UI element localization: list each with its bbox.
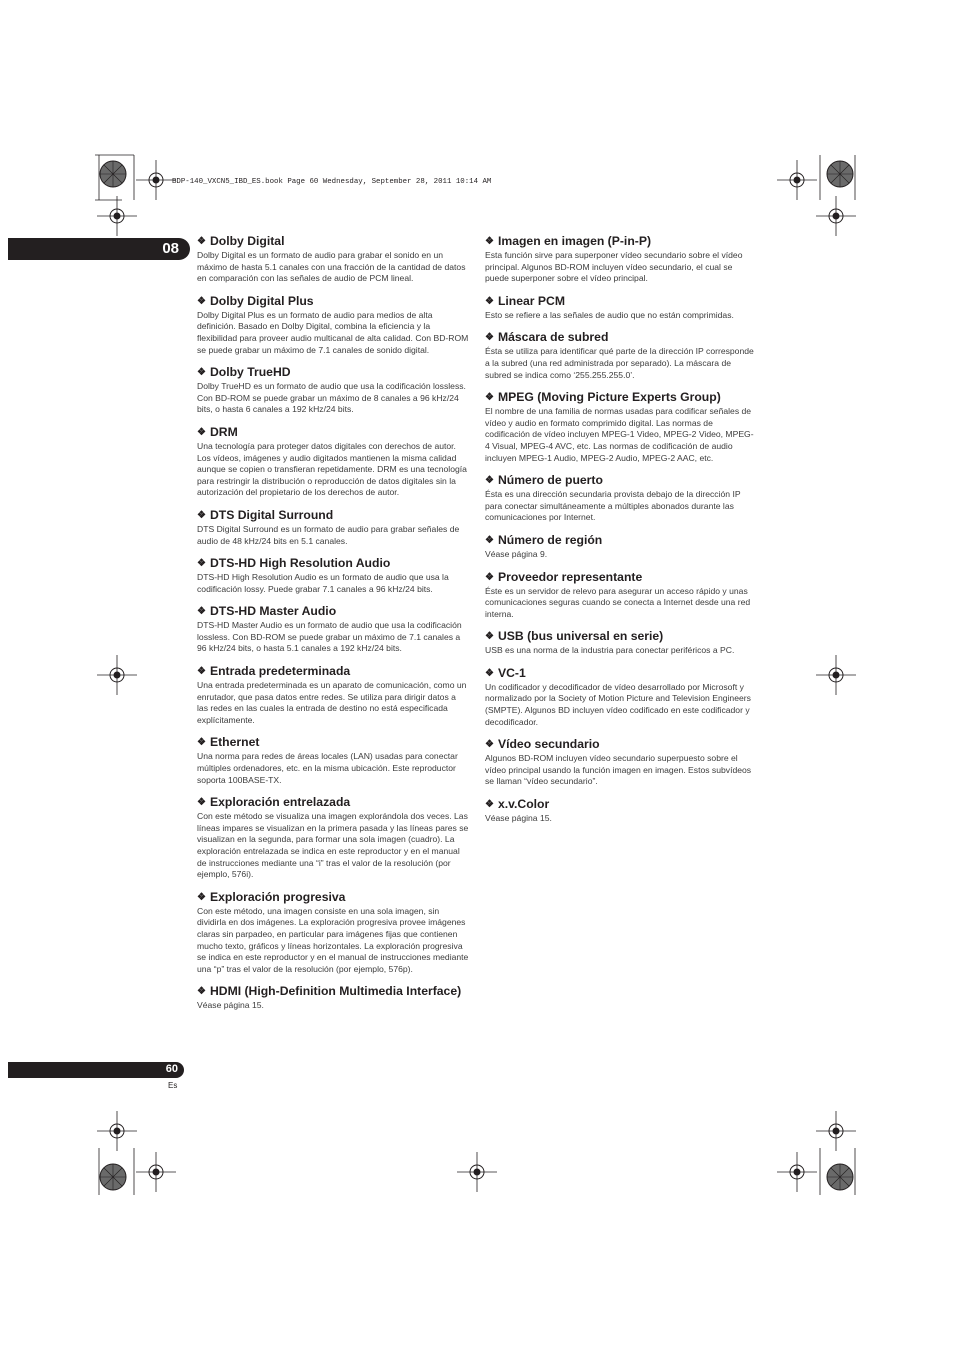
- entry-term: Vídeo secundario: [497, 737, 600, 752]
- diamond-bullet-icon: ❖: [485, 332, 494, 344]
- entry-term: DRM: [209, 424, 238, 439]
- entry-term: VC-1: [497, 665, 526, 680]
- entry-description: El nombre de una familia de normas usadas para codificar señales de vídeo y audio en formato comprimido digital. Las normas de codificación de vídeo incluyen MPEG-1 Video, MPEG-2 Video, MPEG-4 Visual, MPEG-4 AVC, etc. Las normas de codificación de audio incluyen MPEG-1 Audio, MPEG-2 Audio, MPEG-2 AAC, etc.: [485, 406, 754, 463]
- glossary-entry: [197, 795, 469, 881]
- entry-term: Exploración entrelazada: [209, 795, 351, 810]
- entry-description: DTS-HD Master Audio es un formato de audio que usa la codificación lossless. Con BD-ROM se puede grabar un máximo de 7.1 canales a 96 kHz/24 bits, o hasta 5.1 canales a 192 kHz/24 bits.: [197, 620, 462, 654]
- diamond-bullet-icon: ❖: [197, 426, 206, 438]
- entry-term: Dolby Digital Plus: [209, 293, 314, 308]
- entry-description: Con este método, una imagen consiste en una sola imagen, sin dividirla en dos imágenes. La exploración progresiva provee imágenes claras sin parpadeo, en particular para imágenes fijas que contienen mucho texto, gráficos y líneas horizontales. La exploración progresiva se indica en este reproductor y en el manual de instrucciones mediante una “p” tras el valor de la resolución (por ejemplo, 576p).: [197, 905, 469, 974]
- language-code: Es: [168, 1081, 178, 1090]
- diamond-bullet-icon: ❖: [197, 236, 206, 247]
- entry-description: Éste es un servidor de relevo para asegurar un acceso rápido y unas comunicaciones seguras cuando se conecta a Internet desde una red interna.: [485, 585, 751, 619]
- entry-description: Dolby Digital es un formato de audio para grabar el sonido en un máximo de hasta 5.1 canales con una fracción de la cantidad de datos en comparación con las señales de audio de PCM lineal.: [197, 250, 466, 284]
- glossary-entry: [485, 533, 757, 561]
- entry-term: Máscara de subred: [497, 330, 609, 345]
- glossary-entry: [197, 365, 469, 416]
- diamond-bullet-icon: ❖: [197, 797, 206, 809]
- entry-description: Dolby Digital Plus es un formato de audio para medios de alta definición. Basado en Dolby Digital, combina la eficiencia y la flexibilidad para proveer audio multicanal de alta calidad. Con BD-ROM se puede grabar un máximo de 7.1 canales de sonido digital.: [197, 309, 469, 355]
- chapter-number: 08: [162, 240, 179, 257]
- entry-description: DTS-HD High Resolution Audio es un formato de audio que usa la codificación lossy. Puede grabar 7.1 canales a 96 kHz/24 bits.: [197, 572, 449, 594]
- diamond-bullet-icon: ❖: [197, 666, 206, 678]
- glossary-entry: [197, 984, 469, 1012]
- entry-term: Entrada predeterminada: [209, 664, 351, 679]
- glossary-entry: [197, 508, 469, 547]
- entry-description: Véase página 9.: [485, 548, 548, 559]
- glossary-entry: [197, 735, 469, 786]
- entry-term: Imagen en imagen (P-in-P): [497, 234, 652, 248]
- entry-description: Algunos BD-ROM incluyen vídeo secundario superpuesto sobre el vídeo principal usando la función imagen en imagen. Estos subvídeos se llaman “vídeo secundario”.: [485, 753, 752, 787]
- entry-term: DTS-HD Master Audio: [209, 604, 337, 619]
- entry-term: MPEG (Moving Picture Experts Group): [497, 390, 721, 405]
- glossary-entry: [197, 294, 469, 356]
- entry-description: Véase página 15.: [197, 1000, 264, 1011]
- entry-description: USB es una norma de la industria para conectar periféricos a PC.: [485, 645, 735, 656]
- entry-term: Ethernet: [209, 735, 260, 750]
- diamond-bullet-icon: ❖: [485, 631, 494, 643]
- glossary-entry: [197, 890, 469, 976]
- glossary-entry: [197, 664, 469, 726]
- entry-description: Un codificador y decodificador de vídeo desarrollado por Microsoft y normalizado por la Society of Motion Picture and Television Engineers (SMPTE). Algunos BD incluyen vídeo codificado en este codificador y decodificador.: [485, 681, 751, 727]
- glossary-right-column: [485, 234, 757, 834]
- entry-description: Esto se refiere a las señales de audio que no están comprimidas.: [485, 309, 734, 320]
- glossary-entry: [485, 629, 757, 657]
- glossary-entry: [197, 425, 469, 499]
- entry-description: Ésta se utiliza para identificar qué parte de la dirección IP corresponde a la subred (una red administrada por separado). La máscara de subred se indica como ‘255.255.255.0’.: [485, 346, 754, 380]
- entry-term: Número de puerto: [497, 473, 603, 488]
- diamond-bullet-icon: ❖: [485, 236, 494, 247]
- glossary-entry: [485, 666, 757, 728]
- page-number: 60: [165, 1063, 178, 1075]
- glossary-entry: [485, 797, 757, 825]
- entry-term: USB (bus universal en serie): [497, 629, 664, 644]
- diamond-bullet-icon: ❖: [485, 534, 494, 546]
- diamond-bullet-icon: ❖: [197, 891, 206, 903]
- entry-description: Véase página 15.: [485, 813, 552, 824]
- entry-term: Dolby TrueHD: [209, 365, 291, 380]
- glossary-entry: [485, 390, 757, 464]
- entry-term: Exploración progresiva: [209, 889, 346, 904]
- diamond-bullet-icon: ❖: [485, 799, 494, 811]
- entry-description: DTS Digital Surround es un formato de audio para grabar señales de audio de 48 kHz/24 bits en 5.1 canales.: [197, 523, 460, 546]
- diamond-bullet-icon: ❖: [197, 509, 206, 521]
- glossary-entry: [485, 473, 757, 524]
- entry-term: Proveedor representante: [497, 569, 643, 584]
- entry-term: HDMI (High-Definition Multimedia Interface): [209, 984, 462, 999]
- diamond-bullet-icon: ❖: [485, 571, 494, 583]
- entry-term: DTS Digital Surround: [209, 507, 334, 522]
- diamond-bullet-icon: ❖: [485, 475, 494, 487]
- entry-term: Dolby Digital: [209, 234, 285, 248]
- glossary-entry: [485, 330, 757, 381]
- diamond-bullet-icon: ❖: [197, 558, 206, 570]
- entry-description: Dolby TrueHD es un formato de audio que usa la codificación lossless. Con BD-ROM se puede grabar un máximo de 8 canales a 96 kHz/24 bits, o hasta 6 canales a 192 kHz/24 bits.: [197, 381, 466, 415]
- glossary-left-column: [197, 234, 469, 1021]
- entry-term: Linear PCM: [497, 293, 566, 308]
- diamond-bullet-icon: ❖: [485, 295, 494, 307]
- diamond-bullet-icon: ❖: [197, 986, 206, 998]
- glossary-entry: [485, 294, 757, 322]
- entry-description: Una tecnología para proteger datos digitales con derechos de autor. Los vídeos, imágenes y audio digitados mantienen la misma calidad aunque se copien o transfieran repetidamente. DRM es una tecnología para restringir la distribución o reproducción de datos digitales sin la autorización del propietario de los derechos de autor.: [197, 440, 467, 498]
- print-file-info: BDP-140_VXCN5_IBD_ES.book Page 60 Wednesday, September 28, 2011 10:14 AM: [172, 178, 492, 186]
- diamond-bullet-icon: ❖: [485, 667, 494, 679]
- entry-description: Esta función sirve para superponer vídeo secundario sobre el vídeo principal. Algunos BD-ROM incluyen vídeo secundario, el cual se puede superponer sobre el vídeo principal.: [485, 250, 743, 284]
- entry-term: x.v.Color: [497, 797, 550, 812]
- chapter-tab: [8, 238, 190, 260]
- diamond-bullet-icon: ❖: [197, 367, 206, 379]
- entry-description: Con este método se visualiza una imagen explorándola dos veces. Las líneas impares se visualizan en la primera pasada y las líneas pares se visualizan en la segunda, para formar una sola imagen (cuadro). La exploración entrelazada se indica en este reproductor y en el manual de instrucciones mediante una “i” tras el valor de la resolución (por ejemplo, 576i).: [197, 811, 469, 880]
- diamond-bullet-icon: ❖: [485, 392, 494, 404]
- glossary-entry: [485, 570, 757, 621]
- page-number-tab: [8, 1062, 184, 1078]
- entry-term: DTS-HD High Resolution Audio: [209, 556, 391, 571]
- diamond-bullet-icon: ❖: [197, 606, 206, 618]
- glossary-entry: [485, 234, 757, 285]
- diamond-bullet-icon: ❖: [485, 739, 494, 751]
- entry-description: Una norma para redes de áreas locales (LAN) usadas para conectar múltiples ordenadores, etc. en la misma ubicación. Este reproductor soporta 100BASE-TX.: [197, 751, 458, 785]
- diamond-bullet-icon: ❖: [197, 737, 206, 749]
- entry-description: Ésta es una dirección secundaria provista debajo de la dirección IP para conectar simultáneamente a múltiples abonados durante las comunicaciones por Internet.: [485, 489, 741, 523]
- entry-description: Una entrada predeterminada es un aparato de comunicación, como un enrutador, que pasa datos entre redes. Se utiliza para dirigir datos a las redes en las cuales la entrada de destino no está especificada explícitamente.: [197, 680, 467, 725]
- glossary-entry: [485, 737, 757, 788]
- diamond-bullet-icon: ❖: [197, 295, 206, 307]
- entry-term: Número de región: [497, 532, 603, 547]
- glossary-entry: [197, 604, 469, 655]
- glossary-entry: [197, 234, 469, 285]
- glossary-entry: [197, 556, 469, 595]
